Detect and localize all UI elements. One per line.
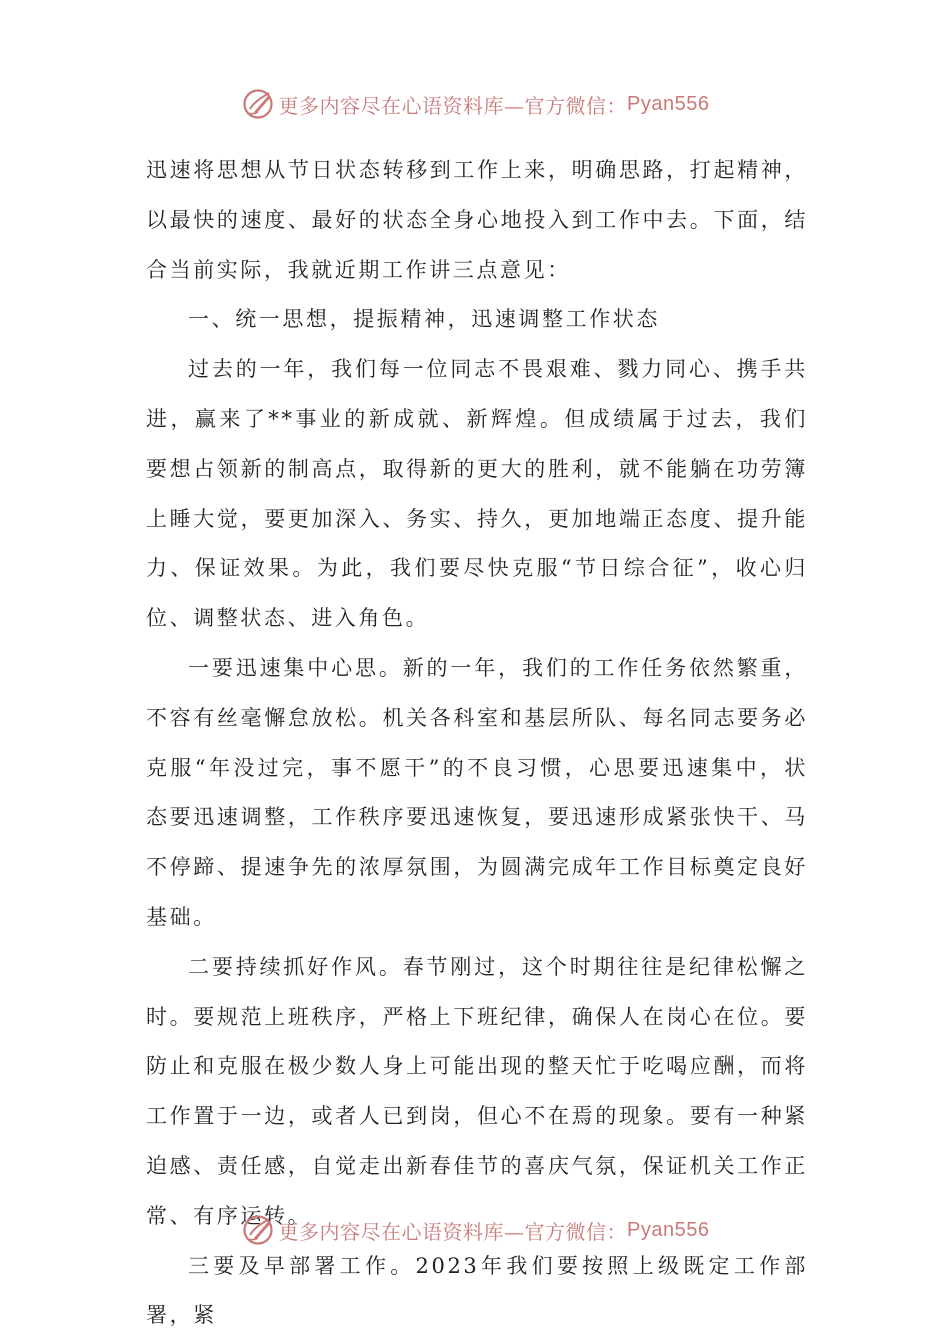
watermark-banner-top <box>0 84 950 124</box>
watermark-wechat-id: Pyan556 <box>627 1218 710 1241</box>
paragraph: 三要及早部署工作。2023年我们要按照上级既定工作部署，紧 <box>146 1253 808 1328</box>
watermark-text: 更多内容尽在心语资料库—官方微信： <box>278 1219 628 1244</box>
section-heading: 一、统一思想，提振精神，迅速调整工作状态 <box>188 307 660 332</box>
document-body <box>146 146 808 1341</box>
paragraph: 过去的一年，我们每一位同志不畏艰难、戮力同心、携手共进，赢来了**事业的新成就、新辉煌。但成绩属于过去，我们要想占领新的制高点，取得新的更大的胜利，就不能躺在功劳簿上睡大觉，要更加深入、务实、持久，更加地端正态度、提升能力、保证效果。为此，我们要尽快克服“节日综合征”，收心归位、调整状态、进入角色。 <box>146 357 808 631</box>
paragraph: 一要迅速集中心思。新的一年，我们的工作任务依然繁重，不容有丝毫懈怠放松。机关各科室和基层所队、每名同志要务必克服“年没过完，事不愿干”的不良习惯，心思要迅速集中，状态要迅速调整，工作秩序要迅速恢复，要迅速形成紧张快干、马不停蹄、提速争先的浓厚氛围，为圆满完成年工作目标奠定良好基础。 <box>146 655 808 929</box>
watermark-banner-bottom <box>0 1210 950 1250</box>
pen-circle-logo-icon <box>241 87 275 121</box>
paragraph: 二要持续抓好作风。春节刚过，这个时期往往是纪律松懈之时。要规范上班秩序，严格上下班纪律，确保人在岗心在位。要防止和克服在极少数人身上可能出现的整天忙于吃喝应酬，而将工作置于一边，或者人已到岗，但心不在焉的现象。要有一种紧迫感、责任感，自觉走出新春佳节的喜庆气氛，保证机关工作正常、有序运转。 <box>146 954 808 1228</box>
pen-circle-logo-icon <box>241 1213 275 1247</box>
watermark-wechat-id: Pyan556 <box>627 92 710 115</box>
watermark-text: 更多内容尽在心语资料库—官方微信： <box>278 93 628 118</box>
paragraph: 迅速将思想从节日状态转移到工作上来，明确思路，打起精神，以最快的速度、最好的状态全身心地投入到工作中去。下面，结合当前实际，我就近期工作讲三点意见： <box>146 158 808 282</box>
